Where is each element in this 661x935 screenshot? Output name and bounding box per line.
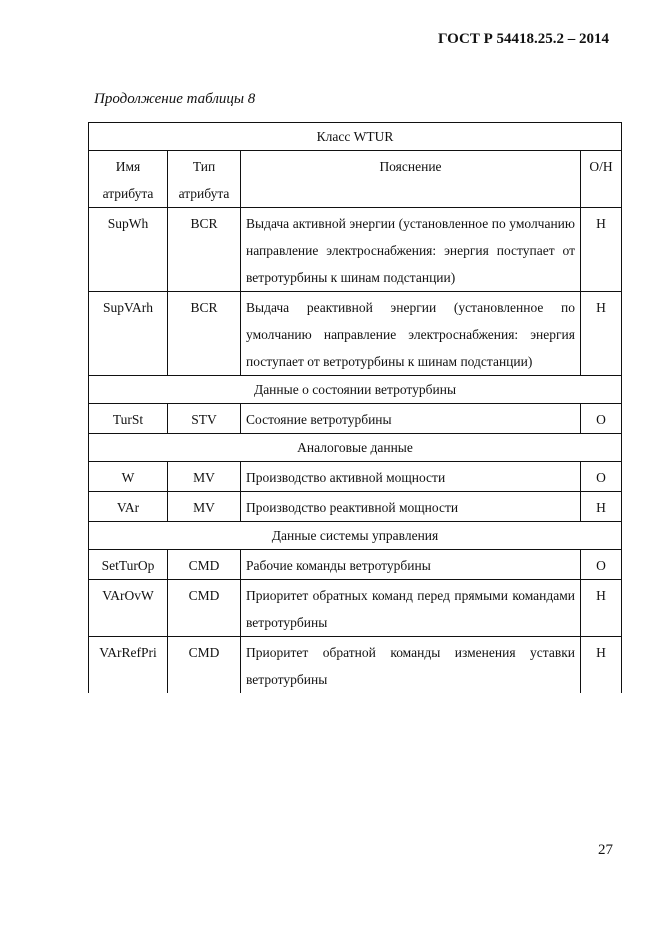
attribute-description: Выдача реактивной энергии (установленное по умолчанию направление электроснабжения: энергия поступает от ветротурбины к шинам подстанции) bbox=[241, 292, 581, 376]
table-row bbox=[89, 550, 622, 580]
page-number: 27 bbox=[598, 842, 613, 858]
table-row bbox=[89, 637, 622, 694]
table-row bbox=[89, 580, 622, 637]
attribute-mandatory: Н bbox=[581, 637, 622, 694]
attribute-mandatory: О bbox=[581, 404, 622, 434]
attribute-description: Выдача активной энергии (установленное по умолчанию направление электроснабжения: энергия поступает от ветротурбины к шинам подстанции) bbox=[241, 208, 581, 292]
attribute-description: Производство активной мощности bbox=[241, 462, 581, 492]
attribute-name: TurSt bbox=[89, 404, 168, 434]
column-header-name: Имя атрибута bbox=[89, 151, 168, 208]
column-header-type: Тип атрибута bbox=[168, 151, 241, 208]
attribute-name: VArOvW bbox=[89, 580, 168, 637]
attribute-mandatory: О bbox=[581, 550, 622, 580]
attribute-type: CMD bbox=[168, 637, 241, 694]
attribute-name: VArRefPri bbox=[89, 637, 168, 694]
table-row bbox=[89, 404, 622, 434]
section-heading-analog: Аналоговые данные bbox=[89, 434, 622, 462]
attribute-type: CMD bbox=[168, 580, 241, 637]
attribute-mandatory: Н bbox=[581, 580, 622, 637]
class-title: Класс WTUR bbox=[89, 123, 622, 151]
attribute-name: SupVArh bbox=[89, 292, 168, 376]
attribute-type: BCR bbox=[168, 208, 241, 292]
attribute-mandatory: Н bbox=[581, 492, 622, 522]
attribute-description: Приоритет обратной команды изменения уставки ветротурбины bbox=[241, 637, 581, 694]
attribute-type: BCR bbox=[168, 292, 241, 376]
attribute-mandatory: О bbox=[581, 462, 622, 492]
attribute-mandatory: Н bbox=[581, 208, 622, 292]
attribute-name: SupWh bbox=[89, 208, 168, 292]
attribute-description: Приоритет обратных команд перед прямыми командами ветротурбины bbox=[241, 580, 581, 637]
section-heading-control: Данные системы управления bbox=[89, 522, 622, 550]
attribute-name: W bbox=[89, 462, 168, 492]
attribute-type: CMD bbox=[168, 550, 241, 580]
table-row bbox=[89, 462, 622, 492]
attribute-description: Состояние ветротурбины bbox=[241, 404, 581, 434]
attribute-name: VAr bbox=[89, 492, 168, 522]
section-heading-status: Данные о состоянии ветротурбины bbox=[89, 376, 622, 404]
table-row bbox=[89, 492, 622, 522]
attribute-mandatory: Н bbox=[581, 292, 622, 376]
column-header-mandatory: О/Н bbox=[581, 151, 622, 208]
table-caption: Продолжение таблицы 8 bbox=[94, 91, 256, 107]
attribute-table bbox=[88, 122, 622, 693]
attribute-type: STV bbox=[168, 404, 241, 434]
document-code: ГОСТ Р 54418.25.2 – 2014 bbox=[437, 31, 609, 47]
attribute-description: Рабочие команды ветротурбины bbox=[241, 550, 581, 580]
attribute-type: MV bbox=[168, 492, 241, 522]
table-row bbox=[89, 292, 622, 376]
attribute-name: SetTurOp bbox=[89, 550, 168, 580]
attribute-type: MV bbox=[168, 462, 241, 492]
column-header-description: Пояснение bbox=[241, 151, 581, 208]
attribute-description: Производство реактивной мощности bbox=[241, 492, 581, 522]
table-row bbox=[89, 208, 622, 292]
